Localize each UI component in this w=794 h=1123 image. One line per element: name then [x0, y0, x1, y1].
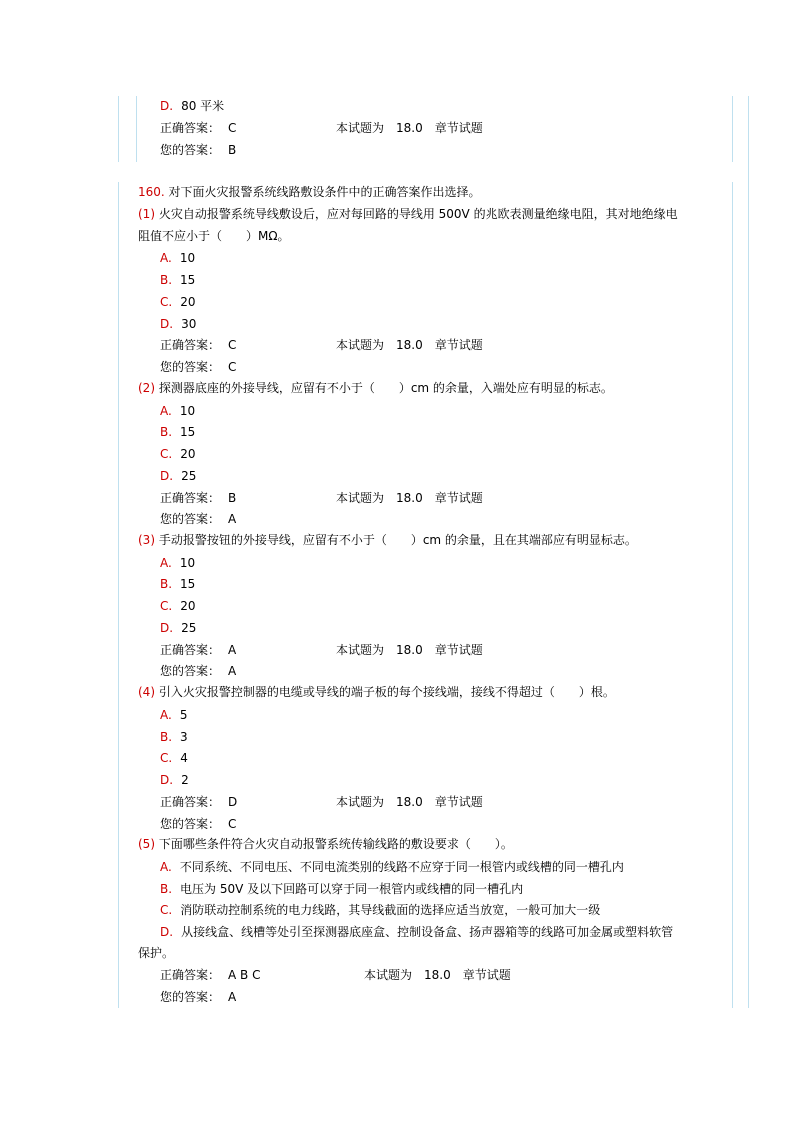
option-a: A. 5 [160, 708, 188, 722]
option-d: D. 25 [160, 469, 197, 483]
option-c: C. 20 [160, 295, 196, 309]
sub-question-2: (2) 探测器底座的外接导线，应留有不小于（ ）cm 的余量，入端处应有明显的标志。 [138, 381, 613, 395]
option-a: A. 10 [160, 404, 196, 418]
prev-correct-answer: 正确答案： C [160, 121, 237, 135]
prev-score-info: 本试题为 18.0 章节试题 [336, 121, 483, 135]
your-answer: 您的答案： A [160, 990, 237, 1004]
correct-answer: 正确答案： A B C [160, 968, 261, 982]
score-info: 本试题为 18.0 章节试题 [336, 491, 483, 505]
option-c: C. 4 [160, 751, 188, 765]
correct-answer: 正确答案： A [160, 643, 237, 657]
left-inner-border-top [136, 96, 137, 162]
right-border-main [732, 182, 733, 1008]
correct-answer: 正确答案： B [160, 491, 237, 505]
correct-answer: 正确答案： D [160, 795, 238, 809]
question-title: 160. 对下面火灾报警系统线路敷设条件中的正确答案作出选择。 [138, 185, 481, 199]
score-info: 本试题为 18.0 章节试题 [336, 643, 483, 657]
score-info: 本试题为 18.0 章节试题 [336, 795, 483, 809]
correct-answer: 正确答案： C [160, 338, 237, 352]
option-a: A. 10 [160, 556, 196, 570]
option-d: D. 25 [160, 621, 197, 635]
option-a: A. 10 [160, 251, 196, 265]
right-border-top [732, 96, 733, 162]
option-c: C. 消防联动控制系统的电力线路，其导线截面的选择应适当放宽，一般可加大一级 [160, 903, 601, 917]
sub-question-1-wrap: 阻值不应小于（ ）MΩ。 [138, 229, 290, 243]
sub-question-1: (1) 火灾自动报警系统导线敷设后，应对每回路的导线用 500V 的兆欧表测量绝缘电阻，其对地绝缘电 [138, 207, 678, 221]
score-info: 本试题为 18.0 章节试题 [336, 338, 483, 352]
option-b: B. 15 [160, 577, 196, 591]
option-b: B. 3 [160, 730, 188, 744]
option-a: A. 不同系统、不同电压、不同电流类别的线路不应穿于同一根管内或线槽的同一槽孔内 [160, 860, 624, 874]
option-c: C. 20 [160, 447, 196, 461]
option-b: B. 15 [160, 273, 196, 287]
sub-question-4: (4) 引入火灾报警控制器的电缆或导线的端子板的每个接线端，接线不得超过（ ）根。 [138, 685, 615, 699]
option-d: D. 从接线盒、线槽等处引至探测器底座盒、控制设备盒、扬声器箱等的线路可加金属或塑料软管 [160, 925, 674, 939]
left-border-main [118, 182, 119, 1008]
your-answer: 您的答案： A [160, 664, 237, 678]
sub-question-3: (3) 手动报警按钮的外接导线，应留有不小于（ ）cm 的余量，且在其端部应有明显标志。 [138, 533, 637, 547]
option-d-wrap: 保护。 [138, 946, 175, 960]
your-answer: 您的答案： C [160, 360, 237, 374]
option-b: B. 电压为 50V 及以下回路可以穿于同一根管内或线槽的同一槽孔内 [160, 882, 524, 896]
score-info: 本试题为 18.0 章节试题 [364, 968, 511, 982]
option-d: D. 2 [160, 773, 189, 787]
your-answer: 您的答案： A [160, 512, 237, 526]
prev-option-d: D. 80 平米 [160, 99, 225, 113]
sub-question-5: (5) 下面哪些条件符合火灾自动报警系统传输线路的敷设要求（ ）。 [138, 837, 513, 851]
option-b: B. 15 [160, 425, 196, 439]
right-outer-border [748, 96, 749, 1008]
left-border-top [118, 96, 119, 162]
your-answer: 您的答案： C [160, 817, 237, 831]
option-d: D. 30 [160, 317, 197, 331]
prev-your-answer: 您的答案： B [160, 143, 237, 157]
option-c: C. 20 [160, 599, 196, 613]
